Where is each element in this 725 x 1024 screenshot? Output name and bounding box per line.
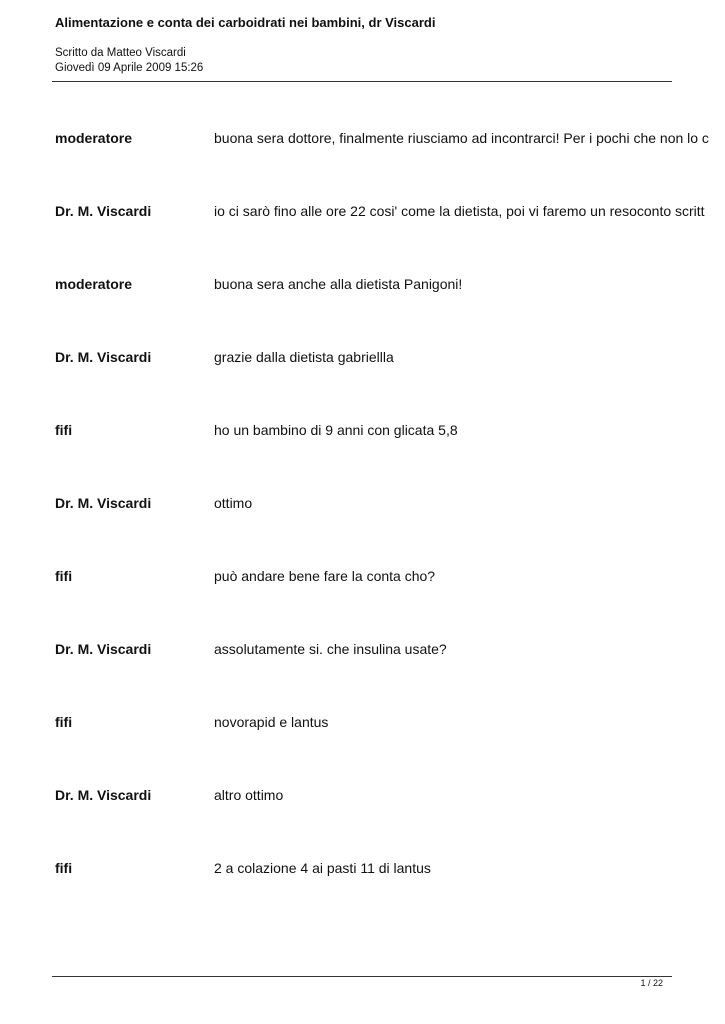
message-row	[0, 495, 725, 515]
message-speaker: Dr. M. Viscardi	[55, 203, 152, 219]
message-text: ottimo	[214, 495, 253, 511]
message-row	[0, 641, 725, 661]
message-text: grazie dalla dietista gabriellla	[214, 349, 394, 365]
message-speaker: fifi	[55, 860, 73, 876]
message-speaker: Dr. M. Viscardi	[55, 787, 152, 803]
message-speaker: moderatore	[55, 276, 133, 292]
message-row	[0, 422, 725, 442]
message-text: novorapid e lantus	[214, 714, 329, 730]
date-line: Giovedì 09 Aprile 2009 15:26	[55, 62, 204, 74]
message-row	[0, 787, 725, 807]
message-row	[0, 276, 725, 296]
message-speaker: fifi	[55, 422, 73, 438]
page-title: Alimentazione e conta dei carboidrati nei bambini, dr Viscardi	[55, 15, 436, 30]
message-row	[0, 568, 725, 588]
message-row	[0, 349, 725, 369]
message-speaker: moderatore	[55, 130, 133, 146]
page-number: 1 / 22	[640, 978, 663, 988]
message-text: buona sera anche alla dietista Panigoni!	[214, 276, 463, 292]
message-text: buona sera dottore, finalmente riusciamo ad incontrarci! Per i pochi che non lo c	[214, 130, 709, 146]
message-speaker: Dr. M. Viscardi	[55, 349, 152, 365]
message-speaker: Dr. M. Viscardi	[55, 495, 152, 511]
message-row	[0, 130, 725, 150]
message-speaker: fifi	[55, 714, 73, 730]
message-text: assolutamente si. che insulina usate?	[214, 641, 447, 657]
message-row	[0, 860, 725, 880]
message-text: altro ottimo	[214, 787, 284, 803]
message-row	[0, 714, 725, 734]
message-row	[0, 203, 725, 223]
footer-divider	[52, 976, 672, 977]
message-text: 2 a colazione 4 ai pasti 11 di lantus	[214, 860, 431, 876]
author-line: Scritto da Matteo Viscardi	[55, 47, 186, 59]
message-text: ho un bambino di 9 anni con glicata 5,8	[214, 422, 458, 438]
message-text: può andare bene fare la conta cho?	[214, 568, 436, 584]
message-speaker: fifi	[55, 568, 73, 584]
message-text: io ci sarò fino alle ore 22 cosi' come la dietista, poi vi faremo un resoconto scritt	[214, 203, 705, 219]
message-speaker: Dr. M. Viscardi	[55, 641, 152, 657]
